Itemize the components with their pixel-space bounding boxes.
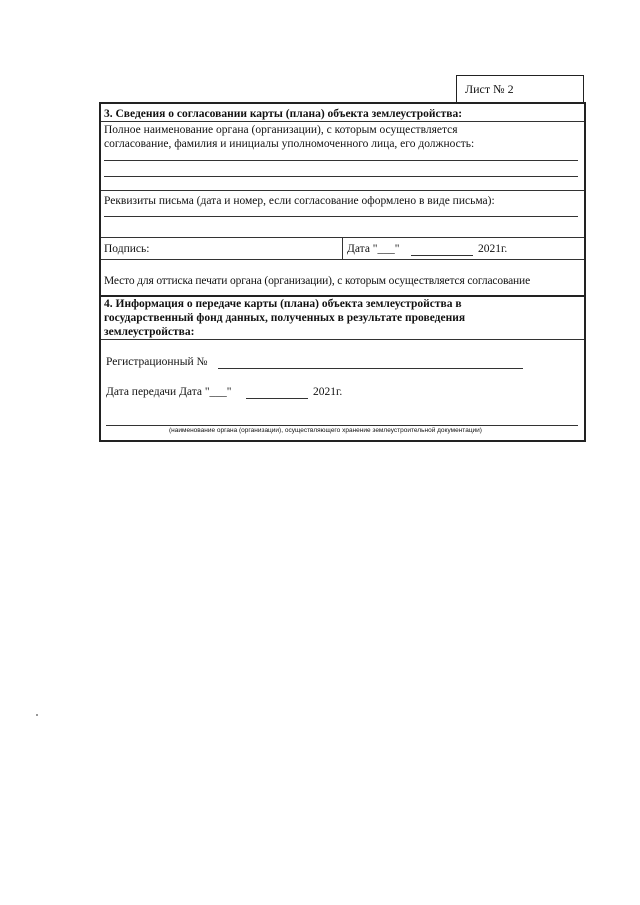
org-fill-line-1[interactable] — [104, 160, 578, 161]
org-description-line2: согласование, фамилия и инициалы уполномоченного лица, его должность: — [104, 138, 475, 150]
date-month-fill[interactable] — [411, 255, 473, 256]
letter-details-fill-line[interactable] — [104, 216, 578, 217]
transfer-date-label: Дата передачи Дата "___" — [106, 386, 232, 398]
signature-date-separator — [342, 237, 343, 259]
section3-heading: 3. Сведения о согласовании карты (плана) объекта землеустройства: — [104, 108, 463, 120]
signature-label: Подпись: — [104, 243, 150, 255]
transfer-date-year: 2021г. — [313, 386, 343, 398]
section4-heading-line1: 4. Информация о передаче карты (плана) объекта землеустройства в — [104, 298, 462, 310]
org-fill-line-2[interactable] — [104, 176, 578, 177]
divider — [101, 121, 584, 122]
approval-form — [99, 102, 586, 442]
stamp-place-label: Место для оттиска печати органа (организации), с которым осуществляется согласование — [104, 275, 531, 287]
date-label: Дата "___" — [347, 243, 400, 255]
registration-number-fill[interactable] — [218, 368, 523, 369]
divider — [101, 190, 584, 191]
organization-name-caption: (наименование органа (организации), осуществляющего хранение землеустроительной документации) — [169, 427, 482, 434]
divider — [101, 259, 584, 260]
section4-heading-line3: землеустройства: — [104, 326, 195, 338]
sheet-number-label: Лист № 2 — [465, 82, 514, 96]
scan-speck — [36, 714, 38, 716]
section4-heading-line2: государственный фонд данных, полученных в результате проведения — [104, 312, 466, 324]
letter-details-label: Реквизиты письма (дата и номер, если согласование оформлено в виде письма): — [104, 195, 495, 207]
organization-name-fill[interactable] — [106, 425, 578, 426]
registration-number-label: Регистрационный № — [106, 356, 208, 368]
sheet-number-box — [456, 75, 584, 102]
transfer-date-month-fill[interactable] — [246, 398, 308, 399]
divider — [101, 339, 584, 340]
date-year: 2021г. — [478, 243, 508, 255]
org-description-line1: Полное наименование органа (организации), с которым осуществляется — [104, 124, 458, 136]
